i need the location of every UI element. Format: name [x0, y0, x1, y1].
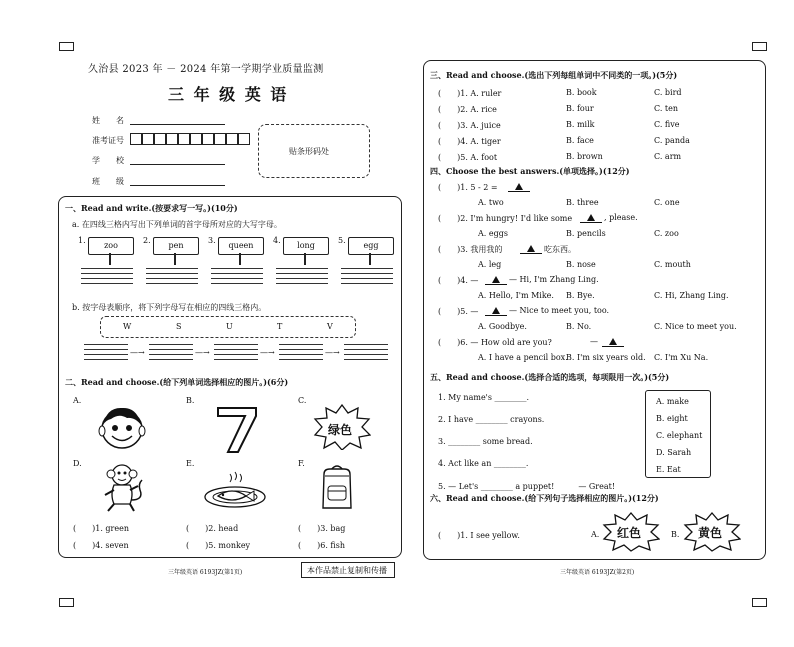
- word-sign: [218, 237, 262, 265]
- green-text: 绿色: [328, 423, 353, 437]
- grid-line: [279, 359, 323, 360]
- answer-blank[interactable]: [580, 213, 602, 223]
- exam-number-cell[interactable]: [142, 133, 154, 145]
- registration-mark: [752, 42, 767, 51]
- answer-blank[interactable]: [520, 244, 542, 254]
- exam-number-cell[interactable]: [214, 133, 226, 145]
- s3-cell: C. ten: [654, 104, 679, 113]
- s3-cell: ( )4. A. tiger: [438, 137, 501, 146]
- grid-line: [214, 359, 258, 360]
- arrow-icon: —→: [260, 348, 275, 357]
- s4-question-tail: —: [590, 337, 598, 346]
- s3-cell: ( )5. A. foot: [438, 153, 498, 162]
- word-sign: [153, 237, 197, 265]
- fish-plate-picture: [202, 470, 268, 510]
- arrow-icon: —→: [195, 348, 210, 357]
- s2-item-1: ( )1. green: [73, 524, 129, 533]
- grid-line: [344, 359, 388, 360]
- exam-number-cell[interactable]: [178, 133, 190, 145]
- s4-option: B. No.: [566, 322, 592, 331]
- registration-mark: [59, 42, 74, 51]
- four-line-grid[interactable]: [146, 268, 198, 284]
- school-input-line[interactable]: [130, 164, 225, 165]
- copyright-text: 本作品禁止复制和传播: [307, 566, 387, 575]
- exam-subject-title: 三 年 级 英 语: [168, 85, 289, 104]
- s4-question: ( )6. — How old are you?: [438, 338, 552, 347]
- registration-mark: [59, 598, 74, 607]
- red-text: 红色: [617, 526, 642, 540]
- s5-sentence: 1. My name's ________.: [438, 393, 530, 402]
- s4-option: A. two: [478, 198, 504, 207]
- s4-question: ( )3. 我用我的: [438, 245, 503, 254]
- triangle-icon: [609, 338, 617, 345]
- left-footer: 三年级英语 6193JZ(第1页): [168, 569, 243, 576]
- pic-label-c: C.: [298, 396, 307, 405]
- word-sign-board: egg: [348, 237, 394, 255]
- s6-option-b-label: B.: [671, 530, 680, 539]
- pic-label-a: A.: [73, 396, 82, 405]
- section1-b-instruction: b. 按字母表顺序，将下列字母写在相应的四线三格内。: [72, 303, 267, 312]
- s4-option: B. I'm six years old.: [566, 353, 646, 362]
- s4-question-tail: 吃东西。: [544, 245, 576, 254]
- pic-label-b: B.: [186, 396, 195, 405]
- s4-option: C. Hi, Zhang Ling.: [654, 291, 729, 300]
- copyright-box: [301, 562, 395, 578]
- letter-bank: [100, 316, 356, 338]
- s4-option: A. Hello, I'm Mike.: [478, 291, 554, 300]
- s4-question: ( )5. —: [438, 307, 479, 316]
- exam-title-line: 久治县 2023 年 － 2024 年第一学期学业质量监测: [88, 64, 324, 75]
- s4-option: B. nose: [566, 260, 596, 269]
- s4-option: A. leg: [478, 260, 502, 269]
- four-line-grid[interactable]: [341, 268, 393, 284]
- school-bag-picture: [318, 462, 356, 512]
- word-bank-option: A. make: [656, 397, 689, 406]
- s2-item-4: ( )4. seven: [73, 541, 129, 550]
- section5-heading: 五、Read and choose.(选择合适的选项，每项限用一次。)(5分): [430, 372, 670, 382]
- word-number: 2.: [143, 236, 151, 245]
- word-sign-board: zoo: [88, 237, 134, 255]
- s4-option: A. eggs: [478, 229, 508, 238]
- word-number: 4.: [273, 236, 281, 245]
- grid-line: [341, 283, 393, 284]
- word-bank-option: D. Sarah: [656, 448, 692, 457]
- word-sign-board: queen: [218, 237, 264, 255]
- field-name-label: 姓 名: [92, 116, 124, 125]
- triangle-icon: [527, 245, 535, 252]
- s6-option-a-label: A.: [591, 530, 600, 539]
- word-number: 3.: [208, 236, 216, 245]
- sign-pole: [239, 253, 241, 265]
- sign-pole: [174, 253, 176, 265]
- word-sign-board: long: [283, 237, 329, 255]
- exam-number-cell[interactable]: [166, 133, 178, 145]
- s2-item-2: ( )2. head: [186, 524, 239, 533]
- four-line-grid[interactable]: [214, 344, 258, 360]
- triangle-icon: [492, 276, 500, 283]
- s3-cell: C. five: [654, 120, 680, 129]
- word-sign-board: pen: [153, 237, 199, 255]
- four-line-grid[interactable]: [279, 344, 323, 360]
- s3-cell: B. milk: [566, 120, 595, 129]
- answer-blank[interactable]: [508, 182, 530, 192]
- exam-number-cell[interactable]: [226, 133, 238, 145]
- grid-line: [211, 283, 263, 284]
- word-sign: [88, 237, 132, 265]
- s4-option: B. three: [566, 198, 599, 207]
- letter-v: V: [327, 322, 333, 331]
- registration-mark: [752, 598, 767, 607]
- s4-option: C. Nice to meet you.: [654, 322, 737, 331]
- field-class-label: 班 级: [92, 177, 124, 186]
- four-line-grid[interactable]: [81, 268, 133, 284]
- four-line-grid[interactable]: [211, 268, 263, 284]
- triangle-icon: [492, 307, 500, 314]
- s4-option: B. Bye.: [566, 291, 595, 300]
- s4-option: C. zoo: [654, 229, 679, 238]
- s3-cell: B. book: [566, 88, 597, 97]
- exam-number-cell[interactable]: [154, 133, 166, 145]
- answer-blank[interactable]: [602, 337, 624, 347]
- s3-cell: ( )2. A. rice: [438, 105, 497, 114]
- s4-option: C. one: [654, 198, 680, 207]
- name-input-line[interactable]: [130, 124, 225, 125]
- s2-item-6: ( )6. fish: [298, 541, 346, 550]
- s4-question: ( )2. I'm hungry! I'd like some: [438, 214, 573, 223]
- word-bank-option: E. Eat: [656, 465, 681, 474]
- section6-heading: 六、Read and choose.(给下列句子选择相应的图片。)(12分): [430, 493, 659, 503]
- s5-sentence: 4. Act like an ________.: [438, 459, 529, 468]
- letter-t: T: [277, 322, 283, 331]
- s3-cell: B. four: [566, 104, 594, 113]
- sign-pole: [369, 253, 371, 265]
- answer-blank[interactable]: [485, 306, 507, 316]
- word-sign: [348, 237, 392, 265]
- letter-s: S: [176, 322, 182, 331]
- sign-pole: [304, 253, 306, 265]
- boy-head-picture: [97, 403, 147, 451]
- word-sign: [283, 237, 327, 265]
- s3-cell: C. bird: [654, 88, 682, 97]
- word-number: 5.: [338, 236, 346, 245]
- class-input-line[interactable]: [130, 185, 225, 186]
- arrow-icon: —→: [130, 348, 145, 357]
- s5-sentence: 5. — Let's ________ a puppet! — Great!: [438, 482, 616, 491]
- s2-item-3: ( )3. bag: [298, 524, 346, 533]
- field-school-label: 学 校: [92, 156, 124, 165]
- grid-line: [276, 283, 328, 284]
- section4-heading: 四、Choose the best answers.(单项选择。)(12分): [430, 166, 630, 176]
- barcode-label: 贴条形码处: [289, 147, 329, 156]
- barcode-area: [258, 124, 370, 178]
- field-exam-no-label: 准考证号: [92, 136, 124, 145]
- s4-option: C. I'm Xu Na.: [654, 353, 709, 362]
- section2-heading: 二、Read and choose.(给下列单词选择相应的图片。)(6分): [65, 377, 289, 387]
- word-bank-option: B. eight: [656, 414, 688, 423]
- s3-cell: B. brown: [566, 152, 603, 161]
- grid-line: [84, 359, 128, 360]
- letter-w: W: [123, 322, 132, 331]
- s2-item-5: ( )5. monkey: [186, 541, 251, 550]
- section1-heading: 一、Read and write.(按要求写一写。)(10分): [65, 203, 238, 213]
- exam-number-cell[interactable]: [238, 133, 250, 145]
- grid-line: [81, 283, 133, 284]
- sign-pole: [109, 253, 111, 265]
- s5-sentence: 3. ________ some bread.: [438, 437, 533, 446]
- s4-question-tail: — Nice to meet you, too.: [509, 306, 610, 315]
- s3-cell: C. arm: [654, 152, 682, 161]
- grid-line: [146, 283, 198, 284]
- s4-option: B. pencils: [566, 229, 606, 238]
- exam-number-cell[interactable]: [130, 133, 142, 145]
- answer-blank[interactable]: [485, 275, 507, 285]
- s3-cell: C. panda: [654, 136, 690, 145]
- s4-question-tail: — Hi, I'm Zhang Ling.: [509, 275, 599, 284]
- right-footer: 三年级英语 6193JZ(第2页): [560, 569, 635, 576]
- s4-option: A. Goodbye.: [478, 322, 527, 331]
- s4-option: A. I have a pencil box.: [478, 353, 568, 362]
- pic-label-d: D.: [73, 459, 82, 468]
- s4-question: ( )4. —: [438, 276, 479, 285]
- four-line-grid[interactable]: [276, 268, 328, 284]
- pic-label-f: F.: [298, 459, 305, 468]
- exam-number-grid[interactable]: [130, 133, 250, 145]
- word-number: 1.: [78, 236, 86, 245]
- s3-cell: B. face: [566, 136, 594, 145]
- exam-number-cell[interactable]: [190, 133, 202, 145]
- word-bank-option: C. elephant: [656, 431, 703, 440]
- s4-option: C. mouth: [654, 260, 691, 269]
- yellow-text: 黄色: [698, 526, 723, 540]
- s4-question-tail: , please.: [604, 213, 638, 222]
- letter-u: U: [226, 322, 233, 331]
- triangle-icon: [515, 183, 523, 190]
- section1-a-instruction: a. 在四线三格内写出下列单词的首字母所对应的大写字母。: [72, 220, 282, 229]
- number-seven-picture: [212, 402, 262, 454]
- triangle-icon: [587, 214, 595, 221]
- s3-cell: ( )3. A. juice: [438, 121, 501, 130]
- exam-number-cell[interactable]: [202, 133, 214, 145]
- four-line-grid[interactable]: [149, 344, 193, 360]
- four-line-grid[interactable]: [84, 344, 128, 360]
- pic-label-e: E.: [186, 459, 195, 468]
- monkey-picture: [100, 462, 146, 514]
- section3-heading: 三、Read and choose.(选出下列每组单词中不同类的一项。)(5分): [430, 70, 678, 80]
- s3-cell: ( )1. A. ruler: [438, 89, 502, 98]
- grid-line: [149, 359, 193, 360]
- s4-question: ( )1. 5 - 2 =: [438, 183, 498, 192]
- s6-question-1: ( )1. I see yellow.: [438, 531, 520, 540]
- four-line-grid[interactable]: [344, 344, 388, 360]
- s5-sentence: 2. I have ________ crayons.: [438, 415, 545, 424]
- arrow-icon: —→: [325, 348, 340, 357]
